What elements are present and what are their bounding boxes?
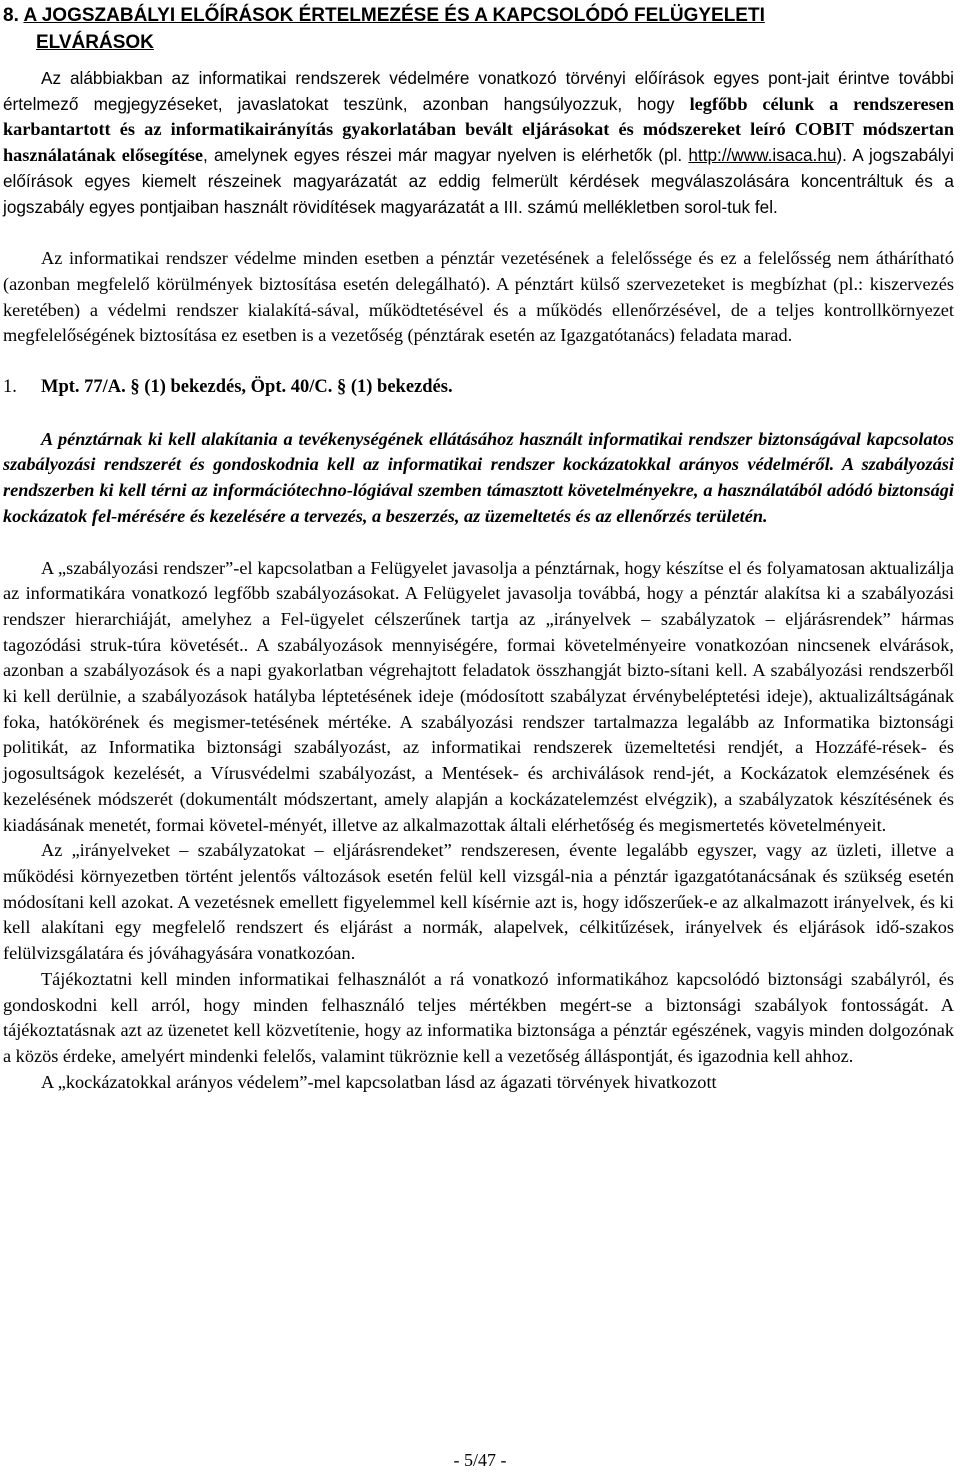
risk-proportional-paragraph: A „kockázatokkal arányos védelem”-mel kapcsolatban lásd az ágazati törvények hivatkozott xyxy=(41,1071,717,1092)
regulation-system-paragraph: A „szabályozási rendszer”-el kapcsolatban a Felügyelet javasolja a pénztárnak, hogy készítse el és folyamatosan aktualizálja az informatikára vonatkozó legfőbb szabályozásokat. A Felügyelet javasolja továbbá, hogy a pénztár alakítsa ki a szabályozási rendszer hierarchiáját, amelyhez a Fel-ügyelet célszerűnek tartja az „irányelvek – szabályzatok – eljárásrendek” hármas tagozódási struk-túra követését.. A szabályozások mennyiségére, formai követelményeire vonatkozóan nincsenek elvárások, azonban a szabályozások és a napi gyakorlatban végrehajtott feladatok összhangját bizto-sítani kell. A szabályozási rendszerből ki kell derülnie, a szabályozások hatályba léptetésének ideje (módosított szabályzat érvénybeléptetési ideje), aktualizáltságának foka, hatókörének és megismer-tetésének mértéke. A szabályozási rendszer tartalmazza legalább az Informatika biztonsági politikát, az Informatika biztonsági szabályozást, az informatikai rendszerek üzemeltetési rendjét, a Hozzáfé-rések- és jogosultságok kezelését, a Vírusvédelmi szabályozást, a Mentések- és archiválások rend-jét, a Kockázatok elemzésének és kezelésének módszerét (dokumentált módszertant, amely alapján a kockázatelemzést elvégzik), a szabályzatok készítésének és kiadásának menetét, formai követel-ményét, illetve az alkalmazottak általi elérhetőség és megismertetés követelményeit. xyxy=(3,557,954,835)
intro-paragraph xyxy=(3,66,954,220)
section-number: 8. xyxy=(3,5,19,26)
intro-bold-text: legfőbb célunk a rendszeresen karbantartott és az informatikairányítás gyakorlatában bevált eljárásokat és módszereket leíró COBIT módszertan használatának elősegítése xyxy=(3,93,954,166)
section-title-line2: ELVÁRÁSOK xyxy=(36,32,154,53)
law-text-paragraph: A pénztárnak ki kell alakítania a tevékenységének ellátásához használt informatikai rendszer biztonságával kapcsolatos szabályozási rendszerét és gondoskodnia kell az informatikai rendszer kockázatokkal arányos védelméről. A szabályozási rendszerben ki kell térni az információtechno-lógiával szemben támasztott követelményekre, a használatából adódó biztonsági kockázatok fel-mérésére és kezelésére a tervezés, a beszerzés, az üzemeltetés és az ellenőrzés területén. xyxy=(3,428,954,526)
spacer xyxy=(3,401,954,427)
intro-text-1: Az alábbiakban az informatikai rendszerek védelmére vonatkozó törvényi előírások egyes pont-jait érintve további értelmező megjegyzéseket, javaslatokat teszünk, azonban hangsúlyozzuk, hogy xyxy=(3,68,954,114)
isaca-link[interactable]: http://www.isaca.hu xyxy=(688,145,837,166)
intro-text-2: , amelynek egyes részei már magyar nyelven is elérhetők (pl. xyxy=(203,145,689,166)
law-reference-number: 1. xyxy=(3,377,17,398)
law-reference-title: Mpt. 77/A. § (1) bekezdés, Öpt. 40/C. § (1) bekezdés. xyxy=(41,377,453,398)
law-reference-heading xyxy=(3,375,954,401)
section-heading xyxy=(3,2,954,56)
intro-text-3: ). A jogszabályi előírások egyes kiemelt részeinek magyarázatát az eddig felmerült kérdések megválaszolására koncentráltuk és a jogszabály egyes pontjaiban használt rövidítések magyarázatát a III. számú mellékletben sorol-tuk fel. xyxy=(3,145,954,217)
section-title-line1: A JOGSZABÁLYI ELŐÍRÁSOK ÉRTELMEZÉSE ÉS A KAPCSOLÓDÓ FELÜGYELETI xyxy=(23,5,765,26)
information-paragraph: Tájékoztatni kell minden informatikai felhasználót a rá vonatkozó informatikához kapcsolódó biztonsági szabályról, és gondoskodni kell arról, hogy minden felhasználó teljes mértékben megért-se a biztonsági szabályok fontosságát. A tájékoztatásnak azt az üzenetet kell közvetítenie, hogy az informatika biztonsága a pénztár egészének, vagyis minden dolgozónak a közös érdeke, amelyért mindenki felelős, valamint tükröznie kell a vezetőség álláspontját, és igazodnia kell ahhoz. xyxy=(3,968,954,1066)
page-number: - 5/47 - xyxy=(453,1450,507,1470)
review-paragraph: Az „irányelveket – szabályzatokat – eljárásrendeket” rendszeresen, évente legalább egyszer, vagy az üzleti, illetve a működési környezetben történt jelentős változások esetén felül kell vizsgál-nia a pénztár igazgatótanácsának és szükség esetén módosítani kell azokat. A vezetésnek emellett figyelemmel kell kísérnie azt is, hogy időszerűek-e az alkalmazott irányelvek, és ki kell alakítani egy megfelelő rendszert és eljárást a normák, alapelvek, célkitűzések, irányelvek és eljárások idő-szakos felülvizsgálatára és jóváhagyására vonatkozóan. xyxy=(3,840,954,964)
responsibility-paragraph: Az informatikai rendszer védelme minden esetben a pénztár vezetésének a felelőssége és ez a felelősség nem áthárítható (azonban megfelelő körülmények biztosítása esetén delegálható). A pénztárt külső szervezeteket is megbízhat (pl.: kiszervezés keretében) a védelmi rendszer kialakítá-sával, működtetésével és a működés ellenőrzésével, de a teljes kontrollkörnyezet megfelelőségének biztosítása ez esetben is a vezetőség (pénztárak esetén az Igazgatótanács) feladata marad. xyxy=(3,248,954,346)
spacer xyxy=(3,220,954,246)
spacer xyxy=(3,349,954,375)
spacer xyxy=(3,530,954,556)
